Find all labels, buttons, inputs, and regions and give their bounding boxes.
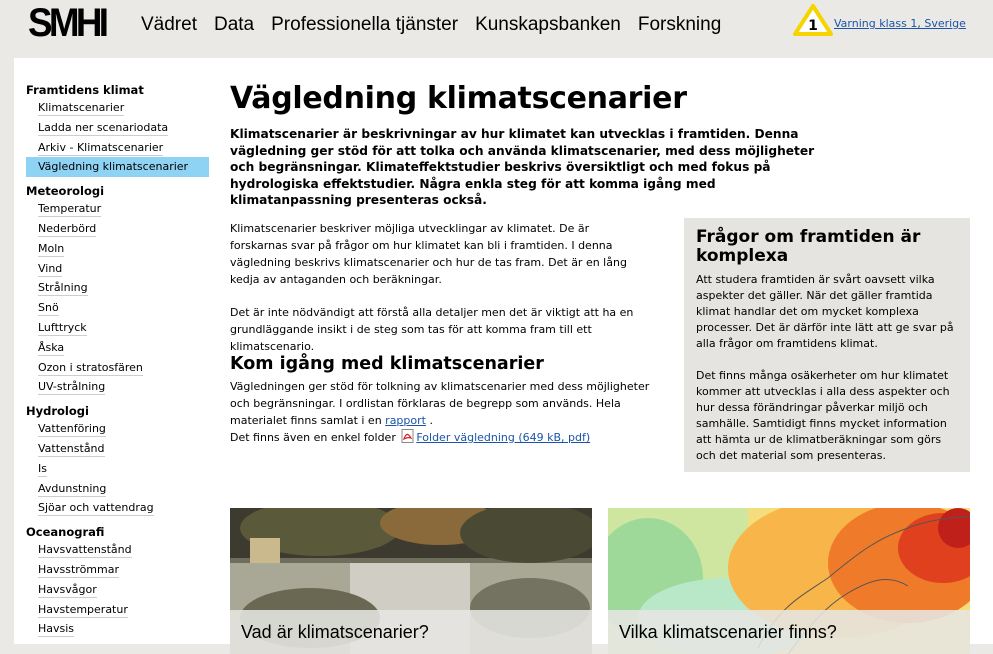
sidebar-item[interactable] xyxy=(26,619,211,639)
sidebar-item-label: Havsis xyxy=(38,622,75,636)
sidebar-item-label: Havsvattenstånd xyxy=(38,543,132,557)
lead-paragraph: Klimatscenarier är beskrivningar av hur klimatet kan utvecklas i framtiden. Denna vägledning ger stöd för att tolka och använda klimatscenarier, med dess möjligheter och begränsningar. Klimateffektstudier beskrivs översiktligt och med fokus på hydrologiska effektstudier. Några enkla steg för att komma igång med klimatanpassning presenteras också. xyxy=(230,127,815,207)
sidebar-item-label: Vattenstånd xyxy=(38,441,105,455)
sidebar-item[interactable] xyxy=(26,239,211,259)
sidebar-item-label: Vind xyxy=(38,261,63,275)
info-box xyxy=(684,218,970,472)
sidebar-item[interactable] xyxy=(26,338,211,358)
paragraph: Klimatscenarier beskriver möjliga utvecklingar av klimatet. De är forskarnas svar på frågor om hur klimatet kan bli i framtiden. I denna vägledning beskrivs klimatscenarier och hur de tas fram. Det är en lång kedja av antaganden och beräkningar. xyxy=(230,222,627,286)
sidebar-item[interactable] xyxy=(26,439,211,459)
info-box-paragraph: Att studera framtiden är svårt oavsett vilka aspekter det gäller. När det gäller framtida klimat handlar det om mycket komplexa processer. Det är därför inte lätt att ge svar på alla frågor om framtidens klimat. xyxy=(696,273,954,350)
sidebar-item-label: Snö xyxy=(38,301,59,315)
sidebar-heading[interactable]: Hydrologi xyxy=(26,404,89,419)
sidebar-item-label: Temperatur xyxy=(38,202,102,216)
sidebar-item-label: Sjöar och vattendrag xyxy=(38,501,154,515)
sidebar-item[interactable] xyxy=(26,459,211,479)
sidebar-item-label: Avdunstning xyxy=(38,481,107,495)
sidebar-item-label: Lufttryck xyxy=(38,320,87,334)
section-text xyxy=(230,378,650,446)
sidebar-heading[interactable]: Meteorologi xyxy=(26,184,105,199)
sidebar-heading[interactable]: Oceanografi xyxy=(26,525,105,540)
info-box-paragraph: Det finns många osäkerheter om hur klimatet kommer att utvecklas i alla dess aspekter och hur dessa förändringar påverkar miljö och samhälle. Samtidigt finns mycket information att hämta ur de klimatberäkningar som görs och det material som presenteras. xyxy=(696,369,950,462)
page-title: Vägledning klimatscenarier xyxy=(230,81,687,116)
paragraph: Vägledningen ger stöd för tolkning av klimatscenarier med dess möjligheter och begränsningar. I ordlistan förklaras de begrepp som används. Hela materialet finns samlat i en rapport . xyxy=(230,380,650,427)
sidebar-group xyxy=(26,403,211,518)
sidebar-item-label: Havsströmmar xyxy=(38,562,120,576)
page-body xyxy=(14,58,993,644)
intro-text xyxy=(230,220,640,371)
sidebar-item-label: Moln xyxy=(38,241,65,255)
sidebar-heading[interactable]: Framtidens klimat xyxy=(26,83,144,97)
sidebar-item-label: Strålning xyxy=(38,281,88,295)
sidebar-item[interactable] xyxy=(26,580,211,600)
nav-item-forskning[interactable]: Forskning xyxy=(637,14,722,35)
sidebar-item[interactable] xyxy=(26,498,211,518)
main-content xyxy=(230,81,970,642)
sidebar-group xyxy=(26,183,211,397)
nav-item-professionella-tjanster[interactable]: Professionella tjänster xyxy=(271,14,459,35)
main-navigation xyxy=(141,14,738,36)
teaser-label[interactable]: Vad är klimatscenarier? xyxy=(230,610,592,654)
sidebar-item[interactable] xyxy=(26,377,211,397)
sidebar-item-label: Vägledning klimatscenarier xyxy=(38,160,189,174)
sidebar-group xyxy=(26,82,211,177)
sidebar-item-label: Klimatscenarier xyxy=(38,101,125,114)
sidebar-item-label: UV-strålning xyxy=(38,380,106,394)
folder-pdf-link[interactable]: Folder vägledning (649 kB, pdf) xyxy=(416,431,591,444)
sidebar-item[interactable] xyxy=(26,199,211,219)
warning-link[interactable]: Varning klass 1, Sverige xyxy=(834,17,966,30)
sidebar-item-label: Åska xyxy=(38,340,65,354)
sidebar-item[interactable] xyxy=(26,298,211,318)
site-header xyxy=(0,0,993,52)
nav-item-vadret[interactable]: Vädret xyxy=(141,14,197,35)
warning-level: 1 xyxy=(808,18,818,34)
sidebar-item-label: Ladda ner scenariodata xyxy=(38,120,169,134)
sidebar-item[interactable] xyxy=(26,118,211,138)
nav-item-kunskapsbanken[interactable]: Kunskapsbanken xyxy=(475,14,621,35)
sidebar-item[interactable] xyxy=(26,219,211,239)
sidebar-item-label: Havstemperatur xyxy=(38,602,128,616)
sidebar-item[interactable] xyxy=(26,560,211,580)
sidebar-item[interactable] xyxy=(26,157,209,177)
sidebar-item-label: Ozon i stratosfären xyxy=(38,360,143,374)
smhi-logo[interactable]: SMHI xyxy=(28,1,106,45)
rapport-link[interactable]: rapport xyxy=(385,414,426,427)
sidebar xyxy=(26,82,211,645)
sidebar-item[interactable] xyxy=(26,540,211,560)
sidebar-item-label: Havsvågor xyxy=(38,582,97,596)
sidebar-item[interactable] xyxy=(26,318,211,338)
sidebar-item-label: Arkiv - Klimatscenarier xyxy=(38,140,164,154)
sidebar-item[interactable] xyxy=(26,600,211,620)
sidebar-item[interactable] xyxy=(26,419,211,439)
sidebar-item[interactable] xyxy=(26,479,211,499)
teaser-label[interactable]: Vilka klimatscenarier finns? xyxy=(608,610,970,654)
paragraph: Det är inte nödvändigt att förstå alla detaljer men det är viktigt att ha en grundläggande insikt i de steg som tas för att komma fram till ett klimatscenario. xyxy=(230,306,634,353)
sidebar-group xyxy=(26,524,211,639)
teaser-vad-ar-klimatscenarier[interactable] xyxy=(230,508,592,654)
teaser-vilka-klimatscenarier-finns[interactable] xyxy=(608,508,970,654)
sidebar-item-label: Vattenföring xyxy=(38,422,106,436)
sidebar-item-label: Is xyxy=(38,461,47,475)
sidebar-item[interactable] xyxy=(26,259,211,279)
nav-item-data[interactable]: Data xyxy=(213,14,255,35)
section-heading: Kom igång med klimatscenarier xyxy=(230,354,544,374)
sidebar-item-label: Nederbörd xyxy=(38,221,97,235)
sidebar-item[interactable] xyxy=(26,278,211,298)
sidebar-item[interactable] xyxy=(26,358,211,378)
paragraph: Det finns även en enkel folder Folder vägledning (649 kB, pdf) xyxy=(230,431,591,444)
warning-triangle-icon[interactable] xyxy=(792,3,834,37)
sidebar-item[interactable] xyxy=(26,98,211,118)
sidebar-item[interactable] xyxy=(26,138,211,158)
pdf-icon xyxy=(401,429,414,443)
info-box-title: Frågor om framtiden är komplexa xyxy=(696,227,921,266)
